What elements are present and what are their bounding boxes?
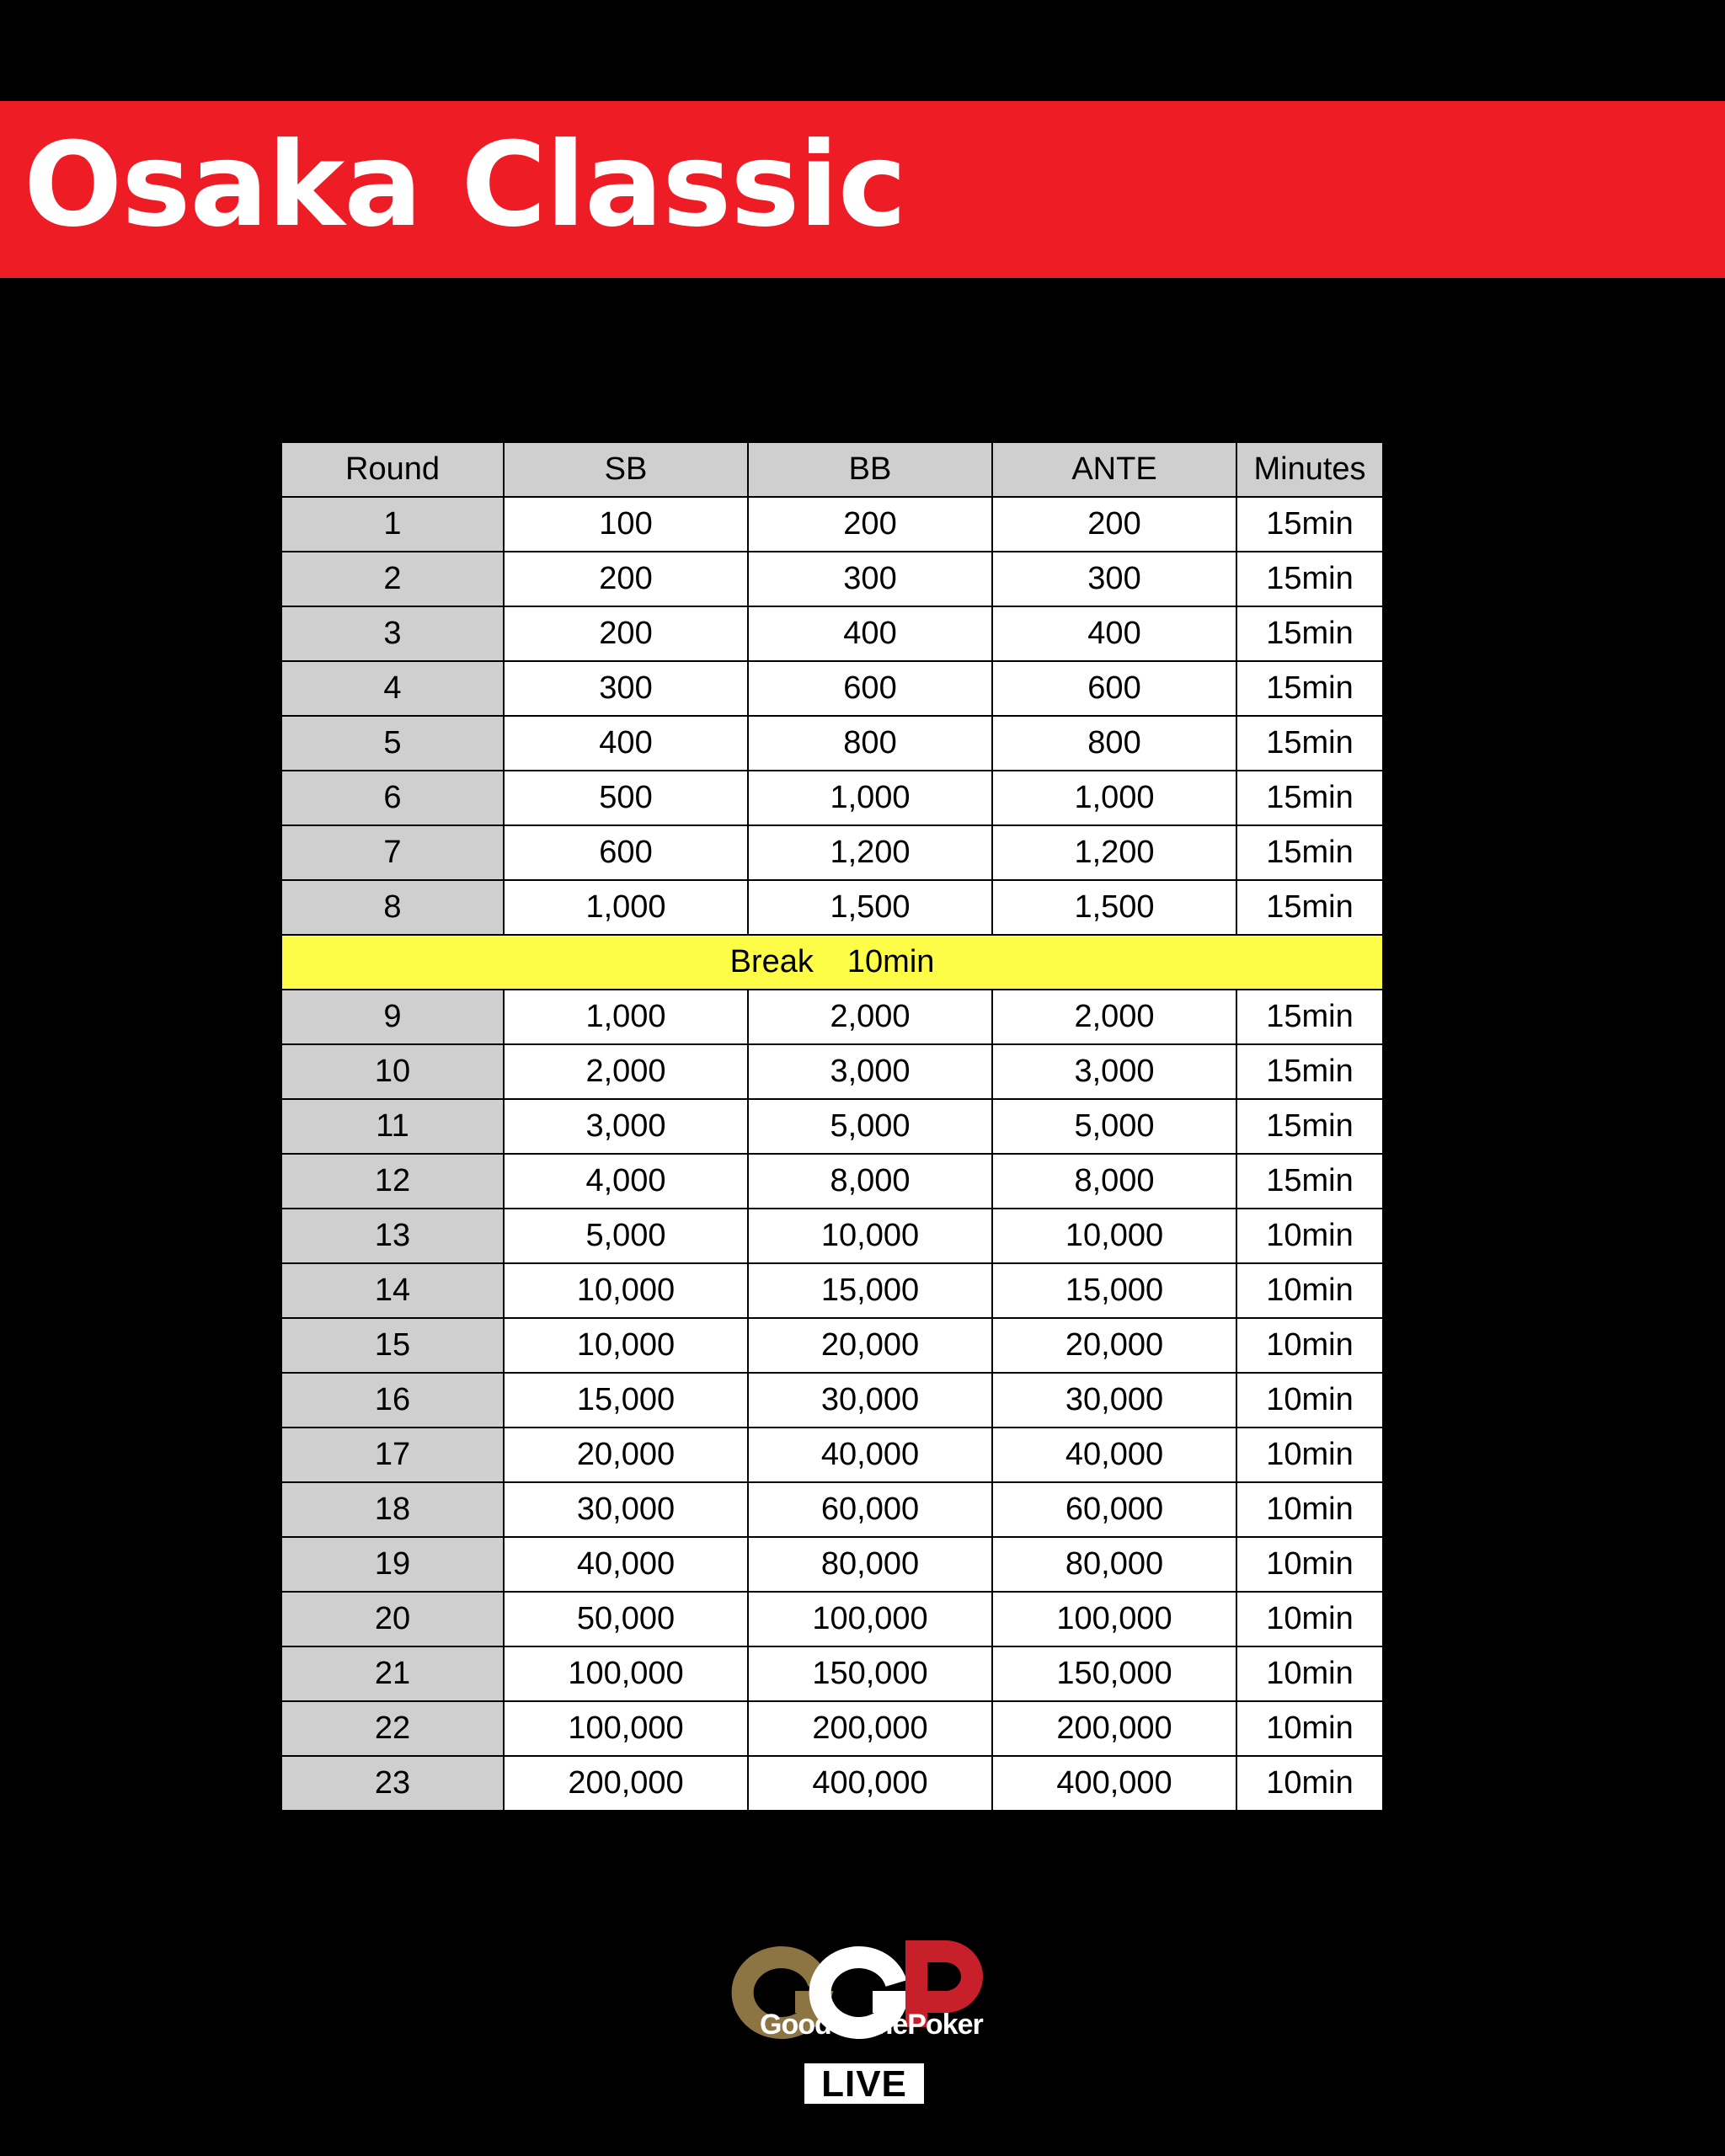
minutes-cell: 15min <box>1236 880 1383 935</box>
table-row <box>281 606 1383 661</box>
sb-cell: 200 <box>504 606 748 661</box>
bb-cell: 100,000 <box>748 1592 992 1646</box>
round-cell: 18 <box>281 1482 504 1537</box>
round-cell: 11 <box>281 1099 504 1154</box>
ante-cell: 15,000 <box>992 1263 1236 1318</box>
minutes-cell: 10min <box>1236 1756 1383 1811</box>
table-row <box>281 1373 1383 1428</box>
bb-cell: 2,000 <box>748 990 992 1044</box>
header-sb: SB <box>504 442 748 497</box>
round-cell: 1 <box>281 497 504 552</box>
break-label: Break <box>729 944 814 979</box>
ante-cell: 300 <box>992 552 1236 606</box>
sb-cell: 3,000 <box>504 1099 748 1154</box>
ante-cell: 40,000 <box>992 1428 1236 1482</box>
table-row <box>281 1428 1383 1482</box>
bb-cell: 5,000 <box>748 1099 992 1154</box>
live-badge: LIVE <box>804 2063 924 2104</box>
ggpoker-live-logo <box>724 1933 1002 2114</box>
round-cell: 6 <box>281 771 504 825</box>
bb-cell: 3,000 <box>748 1044 992 1099</box>
table-row <box>281 716 1383 771</box>
table-row <box>281 661 1383 716</box>
round-cell: 8 <box>281 880 504 935</box>
minutes-cell: 10min <box>1236 1646 1383 1701</box>
minutes-cell: 15min <box>1236 497 1383 552</box>
rows-before-break <box>281 497 1383 935</box>
minutes-cell: 15min <box>1236 552 1383 606</box>
sb-cell: 10,000 <box>504 1318 748 1373</box>
minutes-cell: 10min <box>1236 1701 1383 1756</box>
break-cell <box>281 935 1383 990</box>
minutes-cell: 15min <box>1236 990 1383 1044</box>
ante-cell: 5,000 <box>992 1099 1236 1154</box>
round-cell: 20 <box>281 1592 504 1646</box>
table-row <box>281 1756 1383 1811</box>
bb-cell: 40,000 <box>748 1428 992 1482</box>
minutes-cell: 15min <box>1236 606 1383 661</box>
round-cell: 13 <box>281 1209 504 1263</box>
table-row <box>281 1318 1383 1373</box>
ante-cell: 400,000 <box>992 1756 1236 1811</box>
sb-cell: 100,000 <box>504 1701 748 1756</box>
page-title: Osaka Classic <box>24 117 906 253</box>
minutes-cell: 15min <box>1236 661 1383 716</box>
table-row <box>281 552 1383 606</box>
bb-cell: 8,000 <box>748 1154 992 1209</box>
sb-cell: 100,000 <box>504 1646 748 1701</box>
header-round: Round <box>281 442 504 497</box>
bb-cell: 20,000 <box>748 1318 992 1373</box>
sb-cell: 4,000 <box>504 1154 748 1209</box>
sb-cell: 20,000 <box>504 1428 748 1482</box>
header-minutes: Minutes <box>1236 442 1383 497</box>
sb-cell: 100 <box>504 497 748 552</box>
minutes-cell: 15min <box>1236 825 1383 880</box>
round-cell: 9 <box>281 990 504 1044</box>
break-row <box>281 935 1383 990</box>
round-cell: 22 <box>281 1701 504 1756</box>
ante-cell: 600 <box>992 661 1236 716</box>
sb-cell: 1,000 <box>504 990 748 1044</box>
table-row <box>281 1209 1383 1263</box>
round-cell: 17 <box>281 1428 504 1482</box>
bb-cell: 1,500 <box>748 880 992 935</box>
blind-structure-table <box>280 441 1384 1812</box>
sb-cell: 300 <box>504 661 748 716</box>
bb-cell: 1,000 <box>748 771 992 825</box>
table-row <box>281 1592 1383 1646</box>
table-row <box>281 825 1383 880</box>
minutes-cell: 15min <box>1236 771 1383 825</box>
minutes-cell: 10min <box>1236 1373 1383 1428</box>
sb-cell: 15,000 <box>504 1373 748 1428</box>
ante-cell: 100,000 <box>992 1592 1236 1646</box>
round-cell: 21 <box>281 1646 504 1701</box>
bb-cell: 800 <box>748 716 992 771</box>
minutes-cell: 10min <box>1236 1537 1383 1592</box>
minutes-cell: 15min <box>1236 1044 1383 1099</box>
break-duration: 10min <box>846 944 935 979</box>
sb-cell: 10,000 <box>504 1263 748 1318</box>
minutes-cell: 10min <box>1236 1209 1383 1263</box>
bb-cell: 600 <box>748 661 992 716</box>
ante-cell: 200,000 <box>992 1701 1236 1756</box>
ante-cell: 1,000 <box>992 771 1236 825</box>
sb-cell: 200,000 <box>504 1756 748 1811</box>
ante-cell: 60,000 <box>992 1482 1236 1537</box>
bb-cell: 150,000 <box>748 1646 992 1701</box>
round-cell: 3 <box>281 606 504 661</box>
table-row <box>281 1263 1383 1318</box>
ante-cell: 10,000 <box>992 1209 1236 1263</box>
table-row <box>281 1701 1383 1756</box>
minutes-cell: 10min <box>1236 1482 1383 1537</box>
sb-cell: 200 <box>504 552 748 606</box>
break-section <box>281 935 1383 990</box>
bb-cell: 400 <box>748 606 992 661</box>
bb-cell: 300 <box>748 552 992 606</box>
bb-cell: 15,000 <box>748 1263 992 1318</box>
table-row <box>281 880 1383 935</box>
table-row <box>281 990 1383 1044</box>
bb-cell: 10,000 <box>748 1209 992 1263</box>
round-cell: 23 <box>281 1756 504 1811</box>
table-row <box>281 1044 1383 1099</box>
sb-cell: 2,000 <box>504 1044 748 1099</box>
sb-cell: 400 <box>504 716 748 771</box>
round-cell: 7 <box>281 825 504 880</box>
table-row <box>281 771 1383 825</box>
bb-cell: 1,200 <box>748 825 992 880</box>
bb-cell: 200,000 <box>748 1701 992 1756</box>
table-row <box>281 1482 1383 1537</box>
ante-cell: 3,000 <box>992 1044 1236 1099</box>
bb-cell: 400,000 <box>748 1756 992 1811</box>
sb-cell: 600 <box>504 825 748 880</box>
ante-cell: 2,000 <box>992 990 1236 1044</box>
logo-wordmark: GoodGamePoker <box>760 2009 983 2041</box>
minutes-cell: 15min <box>1236 716 1383 771</box>
round-cell: 12 <box>281 1154 504 1209</box>
ante-cell: 30,000 <box>992 1373 1236 1428</box>
header-ante: ANTE <box>992 442 1236 497</box>
sb-cell: 500 <box>504 771 748 825</box>
minutes-cell: 15min <box>1236 1099 1383 1154</box>
minutes-cell: 10min <box>1236 1428 1383 1482</box>
rows-after-break <box>281 990 1383 1811</box>
table-header-row <box>281 442 1383 497</box>
ante-cell: 400 <box>992 606 1236 661</box>
bb-cell: 80,000 <box>748 1537 992 1592</box>
round-cell: 14 <box>281 1263 504 1318</box>
ante-cell: 800 <box>992 716 1236 771</box>
minutes-cell: 10min <box>1236 1592 1383 1646</box>
ante-cell: 80,000 <box>992 1537 1236 1592</box>
table-row <box>281 1646 1383 1701</box>
sb-cell: 5,000 <box>504 1209 748 1263</box>
minutes-cell: 10min <box>1236 1318 1383 1373</box>
sb-cell: 40,000 <box>504 1537 748 1592</box>
sb-cell: 30,000 <box>504 1482 748 1537</box>
ante-cell: 8,000 <box>992 1154 1236 1209</box>
minutes-cell: 10min <box>1236 1263 1383 1318</box>
round-cell: 15 <box>281 1318 504 1373</box>
bb-cell: 200 <box>748 497 992 552</box>
header-bb: BB <box>748 442 992 497</box>
table-row <box>281 1154 1383 1209</box>
minutes-cell: 15min <box>1236 1154 1383 1209</box>
sb-cell: 50,000 <box>504 1592 748 1646</box>
round-cell: 2 <box>281 552 504 606</box>
ante-cell: 1,200 <box>992 825 1236 880</box>
bb-cell: 60,000 <box>748 1482 992 1537</box>
table-row <box>281 1537 1383 1592</box>
round-cell: 10 <box>281 1044 504 1099</box>
table-row <box>281 497 1383 552</box>
round-cell: 19 <box>281 1537 504 1592</box>
ante-cell: 1,500 <box>992 880 1236 935</box>
round-cell: 16 <box>281 1373 504 1428</box>
sb-cell: 1,000 <box>504 880 748 935</box>
bb-cell: 30,000 <box>748 1373 992 1428</box>
ante-cell: 20,000 <box>992 1318 1236 1373</box>
table-row <box>281 1099 1383 1154</box>
round-cell: 5 <box>281 716 504 771</box>
ante-cell: 200 <box>992 497 1236 552</box>
round-cell: 4 <box>281 661 504 716</box>
ante-cell: 150,000 <box>992 1646 1236 1701</box>
